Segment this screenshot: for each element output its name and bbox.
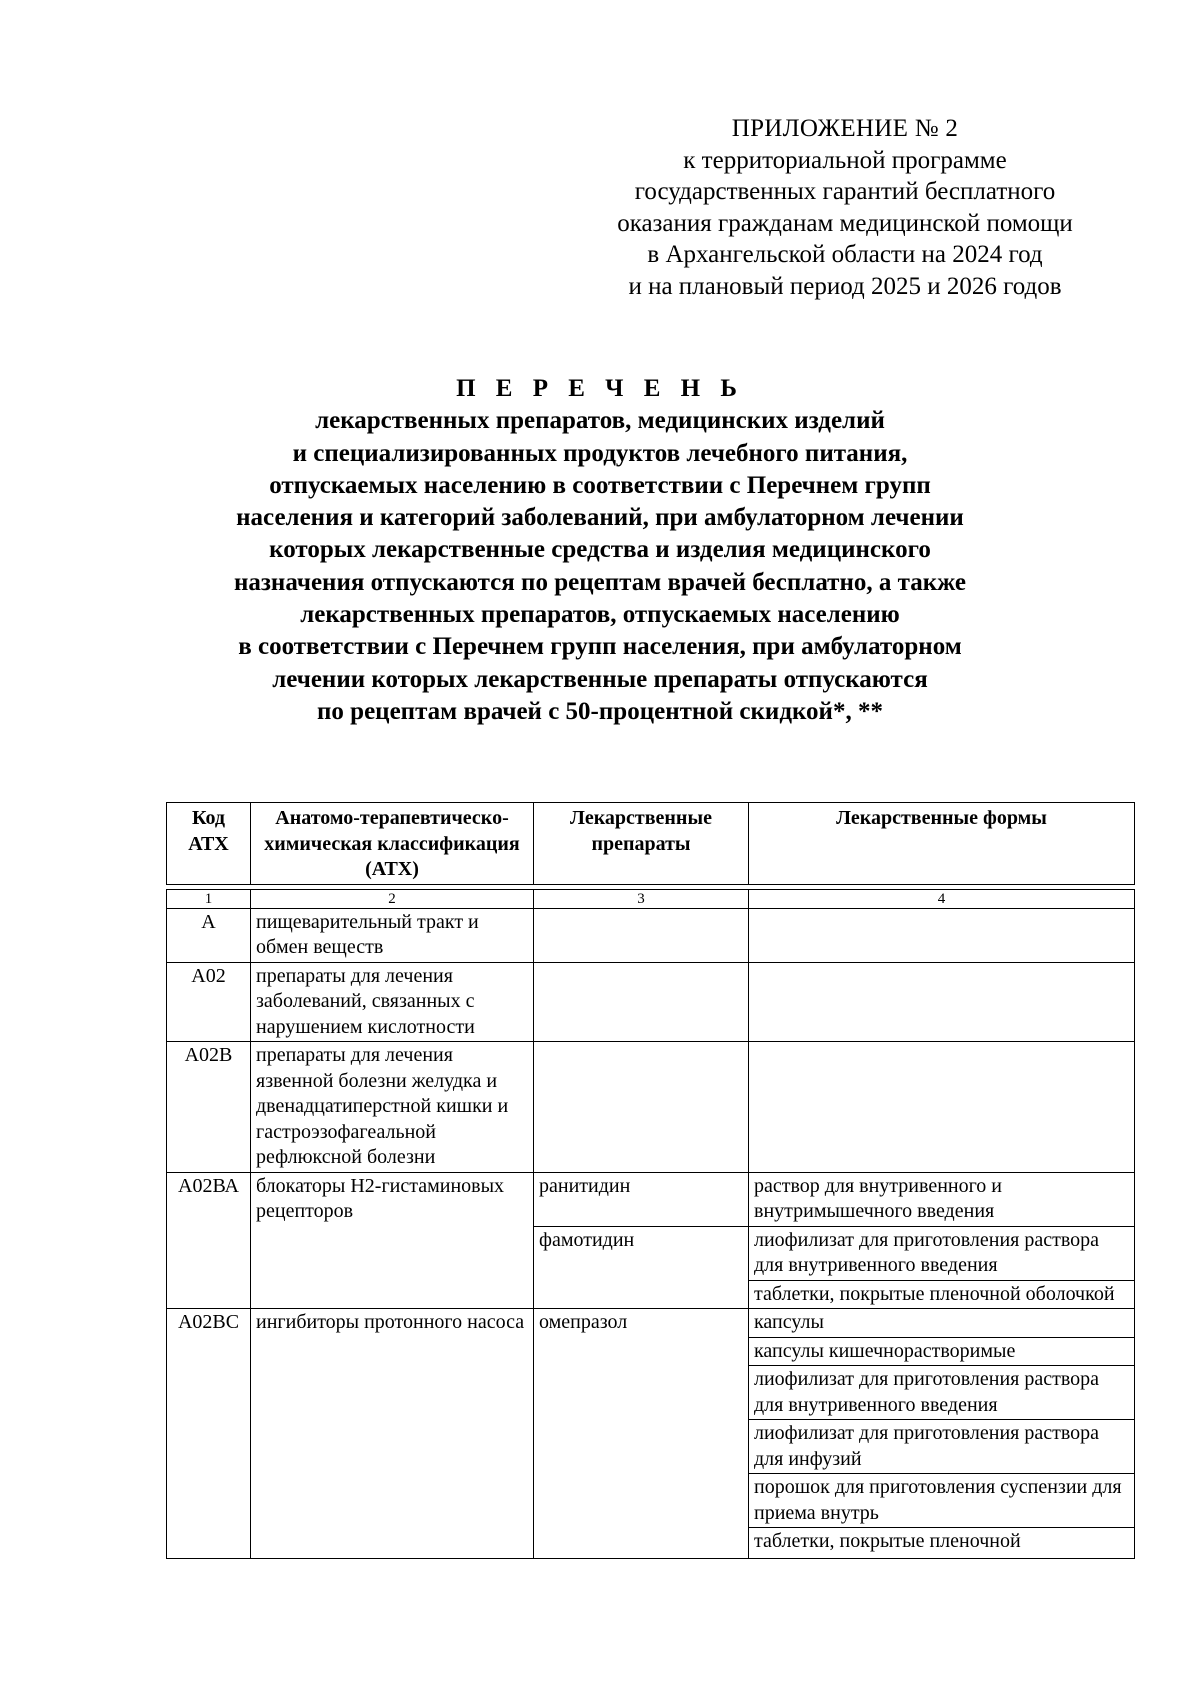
appendix-title: ПРИЛОЖЕНИЕ № 2 bbox=[731, 115, 959, 142]
appendix-line: государственных гарантий бесплатного bbox=[634, 178, 1056, 206]
header-classification: Анатомо-терапевтическо-химическая классификация (АТХ) bbox=[251, 803, 534, 885]
title-line: лечении которых лекарственные препараты отпускаются bbox=[272, 665, 928, 693]
drug-cell bbox=[534, 962, 749, 1042]
atc-classification: препараты для лечения заболеваний, связанных с нарушением кислотности bbox=[251, 962, 534, 1042]
dosage-form: лиофилизат для приготовления раствора для внутривенного введения bbox=[749, 1366, 1134, 1420]
table-row bbox=[167, 1172, 1135, 1226]
title-line: лекарственных препаратов, медицинских изделий bbox=[315, 407, 885, 435]
header-code: Код АТХ bbox=[167, 803, 251, 885]
drug-cell bbox=[534, 908, 749, 962]
dosage-form: капсулы кишечнорастворимые bbox=[749, 1338, 1134, 1367]
dosage-form: таблетки, покрытые пленочной оболочкой bbox=[754, 1282, 1115, 1305]
header-forms: Лекарственные формы bbox=[749, 803, 1135, 885]
appendix-line: в Архангельской области на 2024 год bbox=[647, 241, 1043, 269]
title-line: в соответствии с Перечнем групп населения, при амбулаторном bbox=[238, 633, 962, 661]
document-title bbox=[150, 373, 1050, 728]
title-line: населения и категорий заболеваний, при амбулаторном лечении bbox=[236, 504, 964, 532]
medications-table bbox=[166, 802, 1135, 1559]
title-line: лекарственных препаратов, отпускаемых населению bbox=[300, 601, 900, 629]
forms-cell bbox=[749, 908, 1135, 962]
column-number: 4 bbox=[749, 889, 1135, 908]
forms-cell bbox=[749, 1172, 1135, 1226]
dosage-form: лиофилизат для приготовления раствора для инфузий bbox=[749, 1420, 1134, 1474]
dosage-form: раствор для внутривенного и внутримышечного введения bbox=[754, 1174, 1003, 1222]
table-header-row bbox=[167, 803, 1135, 885]
dosage-form: порошок для приготовления суспензии для приема внутрь bbox=[749, 1474, 1134, 1528]
forms-cell bbox=[749, 1309, 1135, 1559]
title-line: по рецептам врачей с 50-процентной скидкой*, ** bbox=[317, 697, 883, 725]
table-row bbox=[167, 1042, 1135, 1173]
appendix-line: к территориальной программе bbox=[683, 146, 1007, 174]
drug-name: ранитидин bbox=[534, 1172, 749, 1226]
drug-name: фамотидин bbox=[534, 1226, 749, 1309]
table-row bbox=[167, 1309, 1135, 1559]
atc-code: А02ВА bbox=[167, 1172, 251, 1309]
appendix-line: оказания гражданам медицинской помощи bbox=[617, 209, 1073, 237]
title-line: которых лекарственные средства и изделия медицинского bbox=[269, 536, 931, 564]
atc-classification: препараты для лечения язвенной болезни желудка и двенадцатиперстной кишки и гастроэзофагеальной рефлюксной болезни bbox=[251, 1042, 534, 1173]
dosage-form: лиофилизат для приготовления раствора для внутривенного введения bbox=[749, 1227, 1134, 1281]
dosage-form: капсулы bbox=[749, 1309, 1134, 1338]
table-row bbox=[167, 962, 1135, 1042]
atc-classification: блокаторы Н2-гистаминовых рецепторов bbox=[251, 1172, 534, 1309]
title-heading: П Е Р Е Ч Е Н Ь bbox=[456, 375, 744, 402]
column-number: 1 bbox=[167, 889, 251, 908]
atc-code: А02 bbox=[167, 962, 251, 1042]
column-numbers-row bbox=[167, 889, 1135, 908]
appendix-header bbox=[560, 113, 1130, 303]
dosage-form: таблетки, покрытые пленочной bbox=[754, 1530, 1021, 1552]
atc-classification: пищеварительный тракт и обмен веществ bbox=[251, 908, 534, 962]
title-line: отпускаемых населению в соответствии с Перечнем групп bbox=[269, 471, 931, 499]
table-row bbox=[167, 908, 1135, 962]
drug-name: омепразол bbox=[534, 1309, 749, 1559]
title-line: назначения отпускаются по рецептам врачей бесплатно, а также bbox=[233, 568, 967, 596]
drug-cell bbox=[534, 1042, 749, 1173]
appendix-line: и на плановый период 2025 и 2026 годов bbox=[628, 272, 1062, 300]
column-number: 2 bbox=[251, 889, 534, 908]
forms-cell bbox=[749, 1042, 1135, 1173]
title-line: и специализированных продуктов лечебного питания, bbox=[292, 439, 908, 467]
forms-cell bbox=[749, 1226, 1135, 1309]
atc-code: А02В bbox=[167, 1042, 251, 1173]
column-number: 3 bbox=[534, 889, 749, 908]
forms-cell bbox=[749, 962, 1135, 1042]
atc-code: А bbox=[167, 908, 251, 962]
header-drugs: Лекарственные препараты bbox=[534, 803, 749, 885]
atc-code: А02ВС bbox=[167, 1309, 251, 1559]
atc-classification: ингибиторы протонного насоса bbox=[251, 1309, 534, 1559]
